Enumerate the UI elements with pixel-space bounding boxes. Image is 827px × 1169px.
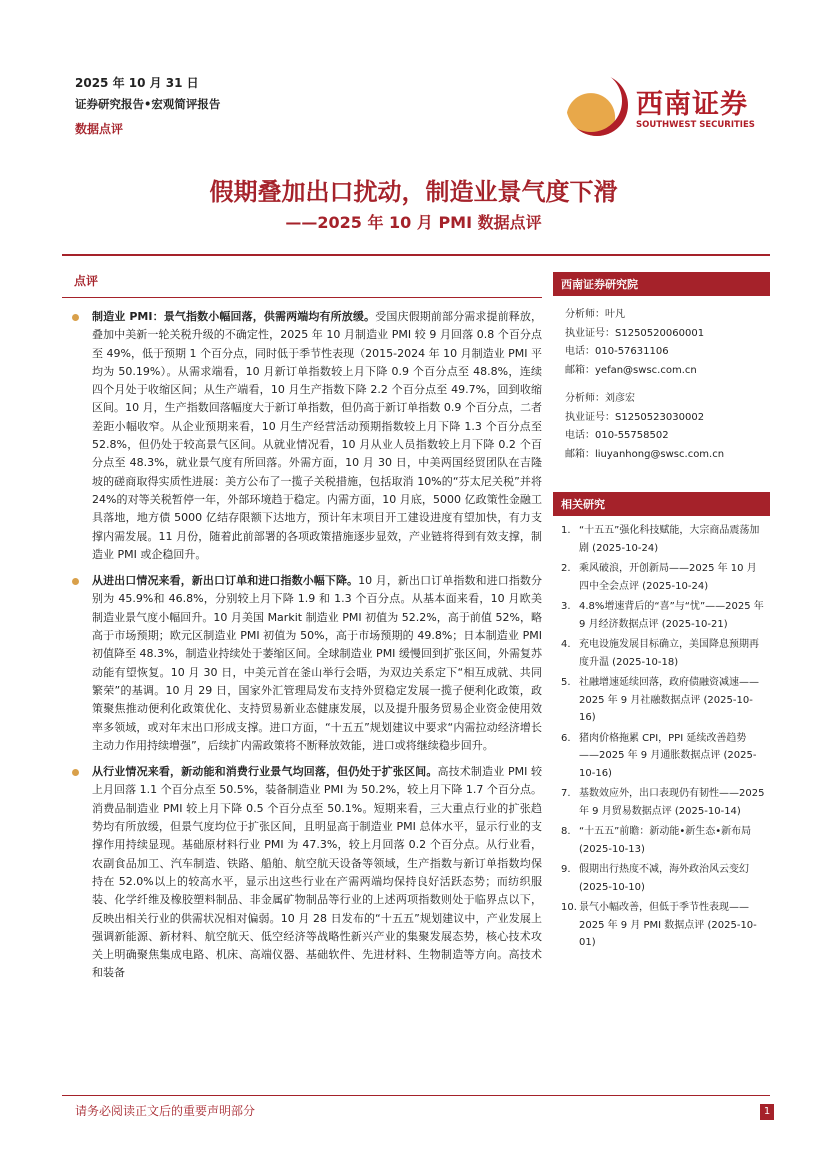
- bullet-icon: [72, 769, 79, 776]
- page-number: 1: [760, 1104, 774, 1120]
- related-item[interactable]: 7. 基数效应外，出口表现仍有韧性——2025 年 9 月贸易数据点评 (2025-10-14): [561, 788, 765, 817]
- paragraph: [62, 763, 542, 983]
- related-item[interactable]: 3. 4.8%增速背后的“喜”与“忧”——2025 年 9 月经济数据点评 (2025-10-21): [561, 601, 764, 630]
- related-item[interactable]: 8. “十五五”前瞻：新动能•新生态•新布局 (2025-10-13): [561, 826, 752, 855]
- related-item[interactable]: 5. 社融增速延续回落，政府债融资减速——2025 年 9 月社融数据点评 (2025-10-16): [561, 677, 759, 723]
- divider: [62, 1095, 770, 1096]
- related-item[interactable]: 4. 充电设施发展目标确立，美国降息预期再度升温 (2025-10-18): [561, 639, 759, 668]
- related-item[interactable]: 1. “十五五”强化科技赋能，大宗商品震荡加剧 (2025-10-24): [561, 525, 760, 554]
- bullet-icon: [72, 578, 79, 585]
- related-research-list: [553, 522, 770, 952]
- paragraph-body: 10 月，新出口订单指数和进口指数分别为 45.9%和 46.8%，分别较上月下降 1.9 和 1.3 个百分点。从基本面来看，10 月欧美制造业景气度小幅回升。10 月美国 Markit 制造业 PMI 初值为 52.2%，高于前值 52%，略高于市场预期；欧元区制造业 PMI 初值为 50%，高于市场预期的 49.8%；日本制造业 PMI 初值降至 48.3%，制造业持续处于萎缩区间。全球制造业 PMI 缓慢回到扩张区间，外需复苏动能有望恢复。10 月 30 日，中美元首在釜山举行会晤，为双边关系定下“相互成就、共同繁荣”的基调。10 月 29 日，国家外汇管理局发布支持外贸稳定发展一揽子便利化政策，政策聚焦推动便利化政策优化、支持贸易新业态健康发展，以及提升服务贸易企业资金使用效率多领域，或对年末出口形成支撑。进口方面，“十五五”规划建议中要求“内需拉动经济增长主动力作用持续增强”，后续扩内需政策将不断释放效能，进口或将继续稳步回升。: [92, 574, 542, 752]
- bullet-icon: [72, 314, 79, 321]
- section-label: 点评: [74, 274, 99, 288]
- analyst-license: 执业证号：S1250520060001: [565, 327, 705, 339]
- paragraph-body: 受国庆假期前部分需求提前释放，叠加中美新一轮关税升级的不确定性，2025 年 10 月制造业 PMI 较 9 月回落 0.8 个百分点至 49%，低于预期 1 个百分点，同时低于季节性表现（2015-2024 年 10 月制造业 PMI 平均为 50.19%）。从需求端看，10 月新订单指数较上月下降 0.9 个百分点至 48.8%，连续四个月处于收缩区间；从生产端看，10 月生产指数下降 2.2 个百分点至 49.7%，回到收缩区间。10 月，生产指数回落幅度大于新订单指数，但仍高于新订单指数 0.9 个百分点，二者差距小幅收窄。从企业预期来看，10 月生产经营活动预期指数较上月下降 1.3 个百分点至 52.8%，但仍处于较高景气区间。从就业情况看，10 月从业人员指数较上月下降 0.2 个百分点至 48.3%，就业景气度有所回落。外需方面，10 月 30 日，中美两国经贸团队在吉隆坡的磋商取得实质性进展：美方公布了一揽子关税措施，包括取消 10%的“芬太尼关税”并将 24%的对等关税暂停一年，外部环境趋于稳定。内需方面，10 月底，5000 亿政策性金融工具落地，地方债 5000 亿结存限额下达地方，预计年末项目开工建设进度有望加快，有力支撑内需发展。11 月份，随着此前部署的各项政策措施逐步显效，产业链将得到有效支撑，制造业 PMI 或企稳回升。: [92, 310, 543, 561]
- institute-header: 西南证券研究院: [553, 272, 770, 296]
- analyst-phone: 电话：010-55758502: [565, 430, 669, 441]
- analyst-name: 分析师：叶凡: [565, 309, 625, 320]
- paragraph: [62, 308, 542, 564]
- company-logo: [566, 74, 766, 136]
- related-item[interactable]: 2. 乘风破浪，开创新局——2025 年 10 月四中全会点评 (2025-10-24): [561, 563, 757, 592]
- logo-cn-text: 西南证券: [636, 89, 748, 120]
- divider: [62, 297, 542, 298]
- paragraph-lead: 制造业 PMI：景气指数小幅回落，供需两端均有所放缓。: [92, 310, 376, 323]
- divider: [62, 254, 770, 256]
- page-subtitle: ——2025 年 10 月 PMI 数据点评: [285, 213, 542, 232]
- analyst-phone: 电话：010-57631106: [565, 346, 669, 357]
- related-item[interactable]: 6. 猪肉价格拖累 CPI，PPI 延续改善趋势——2025 年 9 月通胀数据点评 (2025-10-16): [561, 732, 757, 779]
- disclaimer-notice: 请务必阅读正文后的重要声明部分: [75, 1104, 256, 1118]
- page-title: 假期叠加出口扰动，制造业景气度下滑: [209, 177, 618, 206]
- report-category: 数据点评: [75, 122, 124, 136]
- analyst-email[interactable]: 邮箱：liuyanhong@swsc.com.cn: [565, 448, 725, 460]
- main-content: [62, 272, 542, 991]
- logo-en-text: SOUTHWEST SECURITIES: [636, 120, 755, 130]
- related-item[interactable]: 10. 景气小幅改善，但低于季节性表现——2025 年 9 月 PMI 数据点评 (2025-10-01): [561, 902, 757, 948]
- sidebar: [553, 272, 770, 955]
- related-research-header: 相关研究: [553, 492, 770, 516]
- analyst-license: 执业证号：S1250523030002: [565, 411, 705, 423]
- paragraph: [62, 572, 542, 755]
- paragraph-lead: 从进出口情况来看，新出口订单和进口指数小幅下降。: [92, 574, 359, 588]
- report-type: 证券研究报告•宏观简评报告: [75, 97, 221, 111]
- report-date: 2025 年 10 月 31 日: [75, 76, 199, 90]
- paragraph-lead: 从行业情况来看，新动能和消费行业景气均回落，但仍处于扩张区间。: [92, 765, 438, 779]
- logo-emblem-icon: [566, 74, 628, 136]
- analyst-name: 分析师：刘彦宏: [565, 393, 635, 404]
- related-item[interactable]: 9. 假期出行热度不减，海外政治风云变幻 (2025-10-10): [561, 864, 749, 893]
- paragraph-body: 高技术制造业 PMI 较上月回落 1.1 个百分点至 50.5%，装备制造业 PMI 为 50.2%，较上月下降 1.7 个百分点。消费品制造业 PMI 较上月下降 0.5 个百分点至 50.1%。短期来看，三大重点行业的扩张趋势均有所放缓，但景气度均位于扩张区间，且明显高于制造业 PMI 总体水平，显示行业的支撑作用持续显现。基础原材料行业 PMI 为 47.3%，较上月回落 0.2 个百分点。从行业看，农副食品加工、汽车制造、铁路、船舶、航空航天设备等领域，生产指数与新订单指数均保持在 52.0%以上的较高水平，显示出这些行业在产需两端均保持良好活跃态势；而纺织服装、化学纤维及橡胶塑料制品、非金属矿物制品等行业的上述两项指数则处于临界点以下，反映出相关行业的供需状况相对偏弱。10 月 28 日发布的“十五五”规划建议中，产业发展上强调新能源、新材料、航空航天、低空经济等战略性新兴产业的集聚发展态势，核心技术攻关上明确聚焦集成电路、机床、高端仪器、基础软件、先进材料、生物制造等方向。高技术和装备: [92, 765, 542, 980]
- analyst-email[interactable]: 邮箱：yefan@swsc.com.cn: [565, 364, 697, 376]
